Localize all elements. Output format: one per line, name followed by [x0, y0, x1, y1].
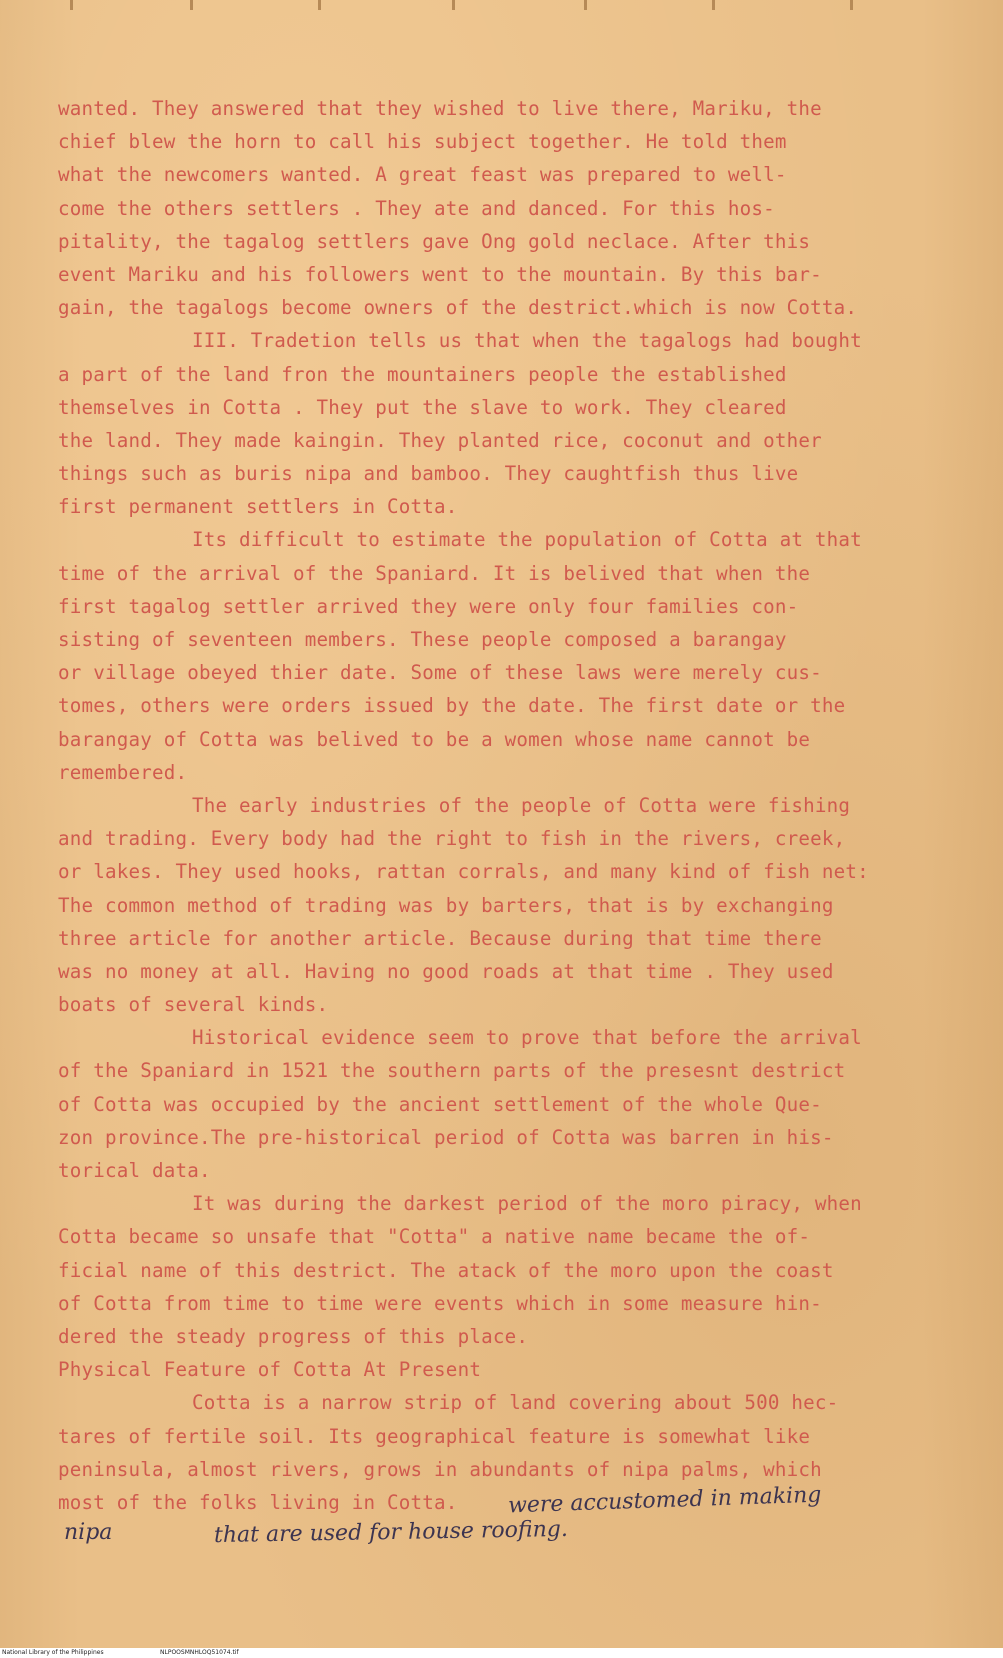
binding-mark	[318, 0, 321, 10]
text-line: of Cotta was occupied by the ancient settlement of the whole Que-	[58, 1092, 822, 1116]
text-line: dered the steady progress of this place.	[58, 1324, 529, 1348]
text-line: The common method of trading was by barters, that is by exchanging	[58, 893, 834, 917]
text-line: Physical Feature of Cotta At Present	[58, 1358, 482, 1382]
text-line: tares of fertile soil. Its geographical feature is somewhat like	[58, 1424, 811, 1448]
text-line: come the others settlers . They ate and danced. For this hos-	[58, 196, 775, 220]
footer-library-name: National Library of the Philippines	[2, 1649, 104, 1656]
text-line: peninsula, almost rivers, grows in abundants of nipa palms, which	[58, 1457, 822, 1481]
text-line: pitality, the tagalog settlers gave Ong gold neclace. After this	[58, 229, 811, 253]
handwritten-note-word: nipa	[64, 1520, 113, 1545]
text-line: ficial name of this destrict. The atack of the moro upon the coast	[58, 1258, 834, 1282]
binding-marks	[0, 0, 1003, 14]
text-line: themselves in Cotta . They put the slave to work. They cleared	[58, 395, 787, 419]
text-line: III. Tradetion tells us that when the tagalogs had bought	[192, 329, 862, 353]
text-line: wanted. They answered that they wished to live there, Mariku, the	[58, 97, 822, 120]
binding-mark	[190, 0, 193, 10]
text-line: or lakes. They used hooks, rattan corrals, and many kind of fish net:	[58, 860, 869, 884]
text-line: Historical evidence seem to prove that before the arrival	[192, 1026, 862, 1050]
text-line: Cotta is a narrow strip of land covering about 500 hec-	[192, 1391, 839, 1415]
text-line: what the newcomers wanted. A great feast was prepared to well-	[58, 163, 787, 187]
typed-text-body	[58, 92, 978, 1519]
text-line: of Cotta from time to time were events which in some measure hin-	[58, 1291, 822, 1315]
text-line: sisting of seventeen members. These people composed a barangay	[58, 628, 787, 651]
handwritten-note-line-2: that are used for house roofing.	[213, 1516, 569, 1549]
text-line: first tagalog settler arrived they were only four families con-	[58, 594, 799, 618]
text-line: remembered.	[58, 760, 188, 784]
text-line: torical data.	[58, 1159, 211, 1182]
text-line: first permanent settlers in Cotta.	[58, 495, 458, 519]
text-line: Cotta became so unsafe that "Cotta" a native name became the of-	[58, 1225, 811, 1249]
text-line: zon province.The pre-historical period of Cotta was barren in his-	[58, 1125, 834, 1149]
footer-file-name: NLPOOSMNHLOQ51074.tif	[160, 1649, 239, 1656]
text-line: things such as buris nipa and bamboo. They caughtfish thus live	[58, 462, 799, 486]
text-line: time of the arrival of the Spaniard. It is belived that when the	[58, 561, 811, 585]
text-line: Its difficult to estimate the population of Cotta at that	[192, 528, 862, 552]
text-line: the land. They made kaingin. They planted rice, coconut and other	[58, 428, 822, 452]
scan-footer	[0, 1648, 1003, 1658]
binding-mark	[850, 0, 853, 10]
text-line: and trading. Every body had the right to fish in the rivers, creek,	[58, 827, 846, 851]
text-line: barangay of Cotta was belived to be a women whose name cannot be	[58, 727, 811, 751]
text-line: three article for another article. Because during that time there	[58, 926, 822, 950]
text-line: The early industries of the people of Cotta were fishing	[192, 793, 851, 817]
text-line: chief blew the horn to call his subject together. He told them	[58, 130, 787, 154]
handwritten-note-line-1: were accustomed in making	[507, 1482, 822, 1519]
text-line: a part of the land fron the mountainers people the established	[58, 362, 787, 386]
text-line: boats of several kinds.	[58, 993, 329, 1017]
text-line: or village obeyed thier date. Some of these laws were merely cus-	[58, 661, 822, 685]
binding-mark	[70, 0, 73, 10]
text-line: of the Spaniard in 1521 the southern parts of the presesnt destrict	[58, 1059, 846, 1083]
text-line: event Mariku and his followers went to the mountain. By this bar-	[58, 262, 822, 286]
binding-mark	[452, 0, 455, 10]
binding-mark	[584, 0, 587, 10]
text-line: tomes, others were orders issued by the date. The first date or the	[58, 694, 846, 718]
text-line: most of the folks living in Cotta.	[58, 1490, 458, 1514]
binding-mark	[712, 0, 715, 10]
text-line: gain, the tagalogs become owners of the destrict.which is now Cotta.	[58, 296, 858, 320]
text-line: was no money at all. Having no good roads at that time . They used	[58, 959, 834, 983]
text-line: It was during the darkest period of the moro piracy, when	[192, 1192, 862, 1216]
